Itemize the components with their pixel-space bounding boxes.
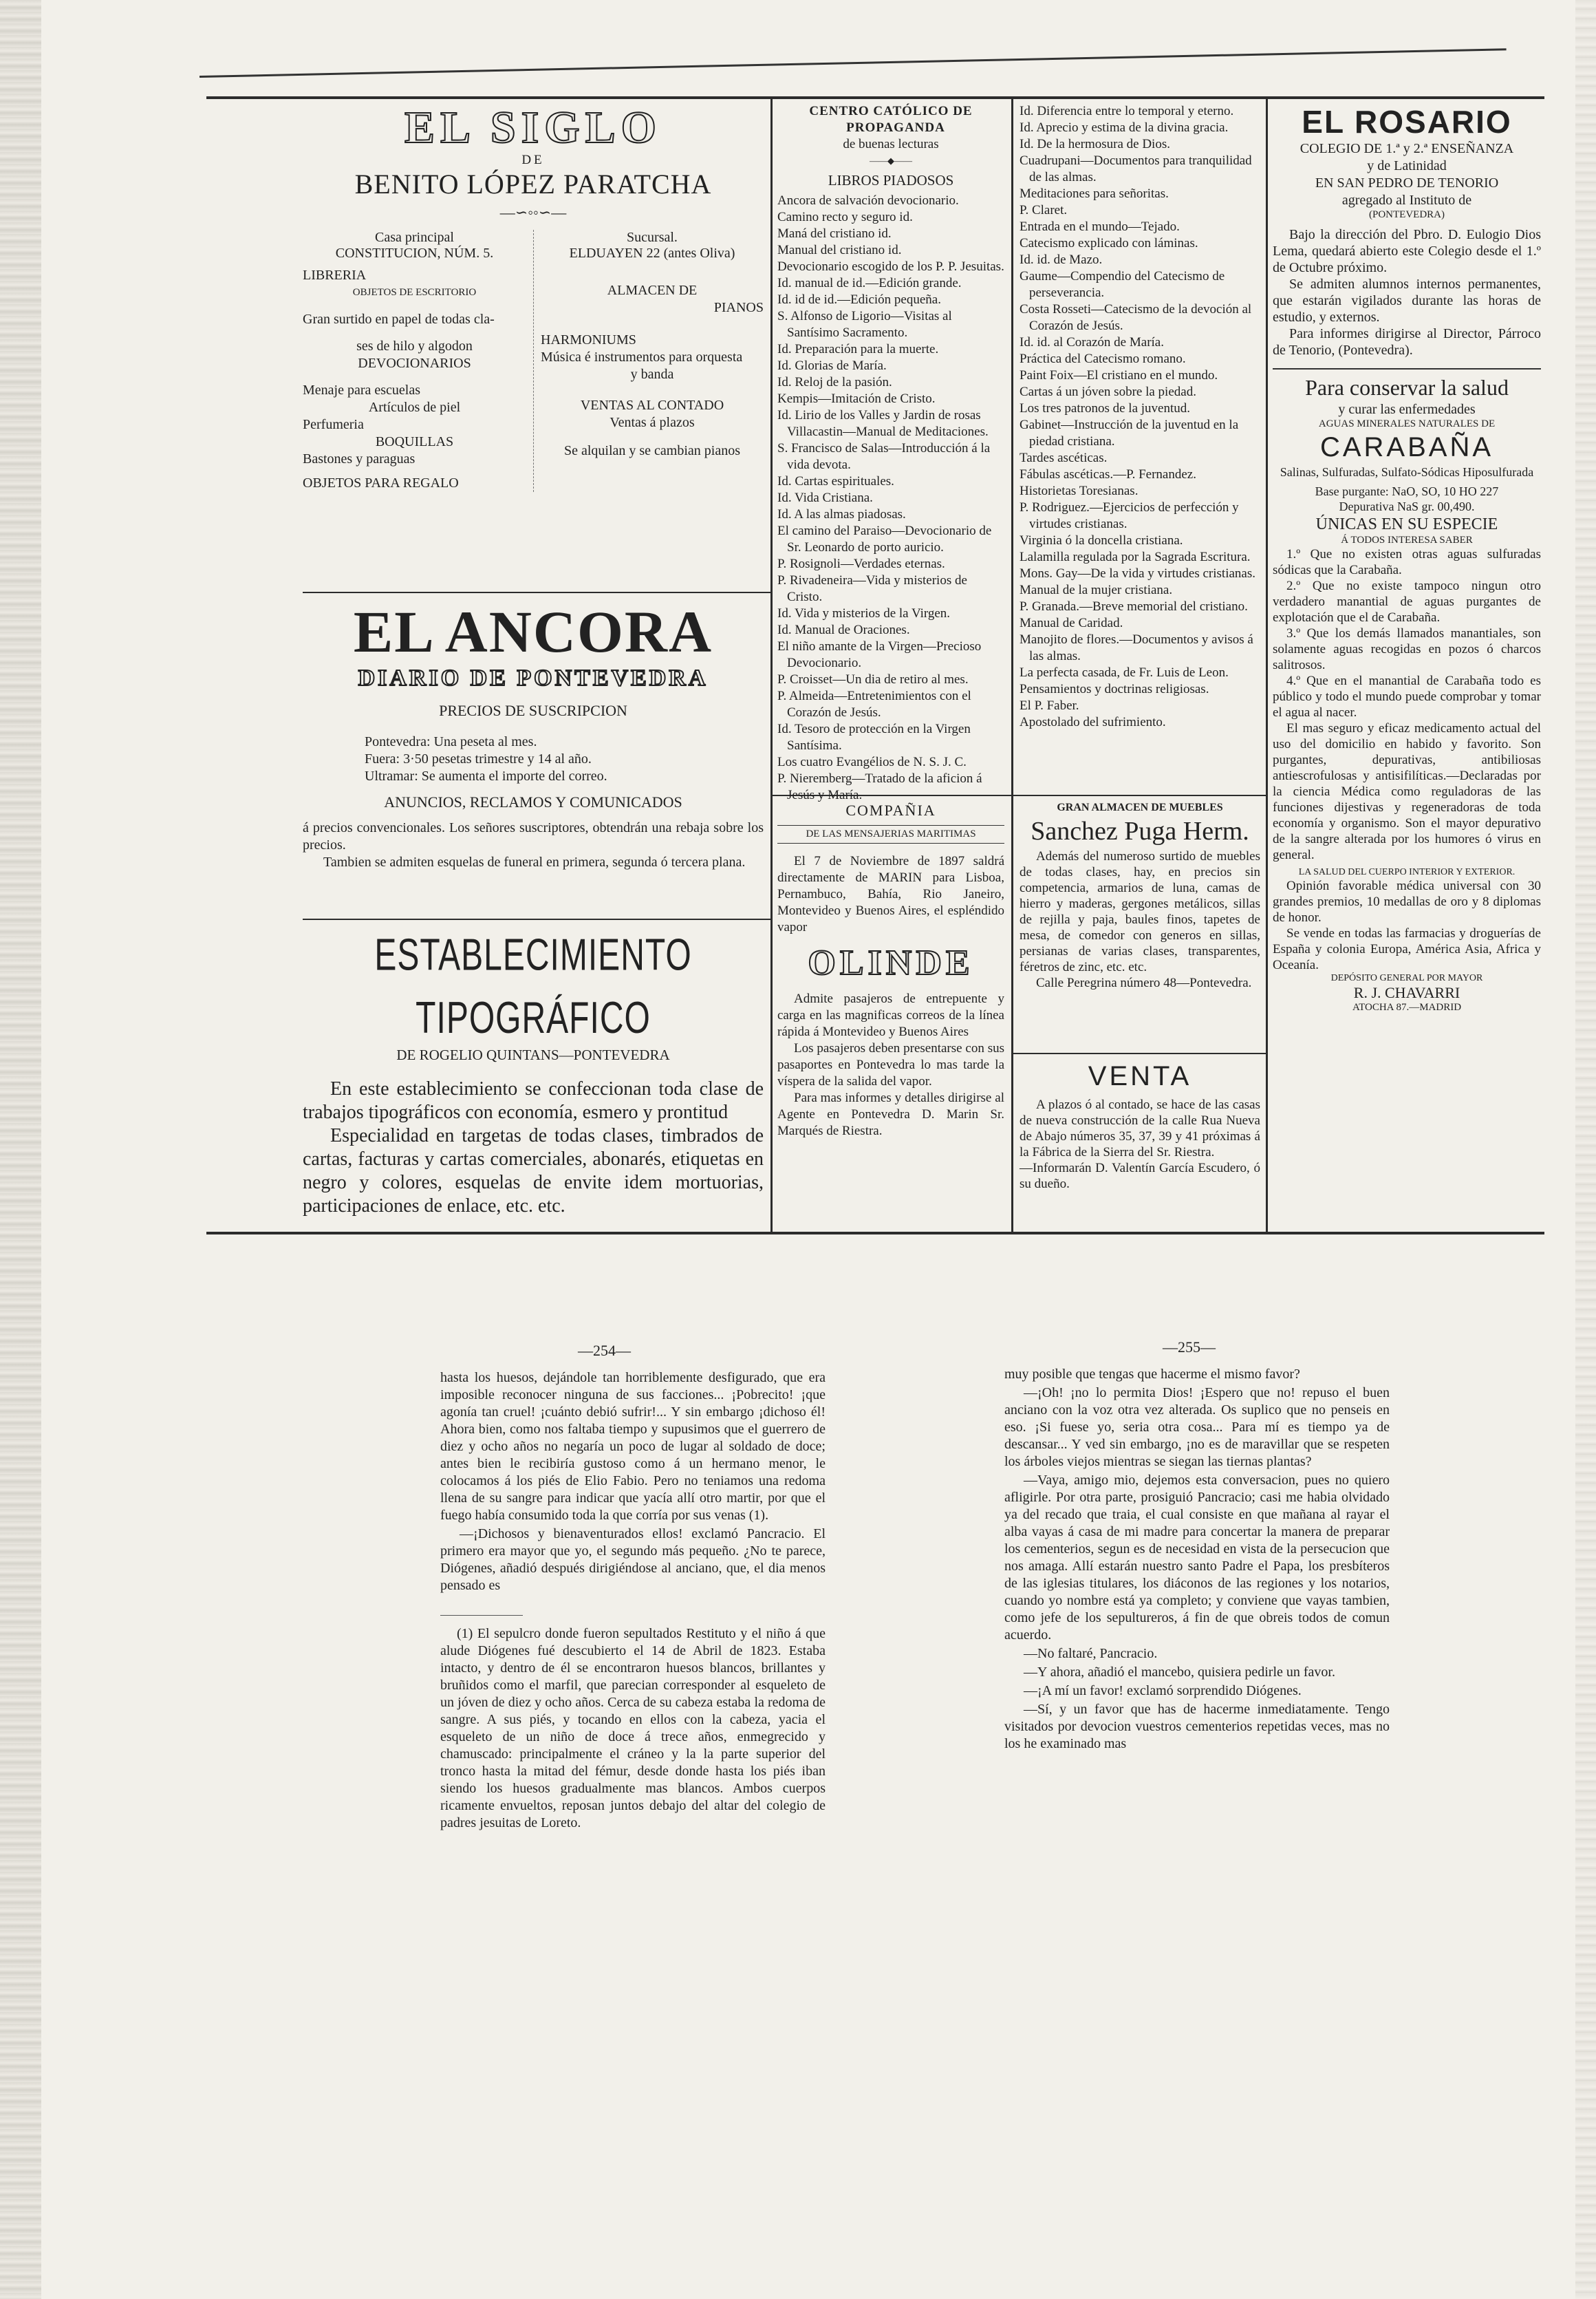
book-item: P. Rodriguez.—Ejercicios de perfección y virtudes cristianas. xyxy=(1020,500,1239,531)
siglo-left-item: Menaje para escuelas xyxy=(303,383,421,398)
salud-p5: El mas seguro y eficaz medicamento actual del uso del domicilio en habido y favorito. Son purgantes, depurativas, antibiliosas antiescrofulosas y antisifilíticas.—Declaradas por la ciencia Médica como reguladoras de las funciones dijestivas y regeneradoras de toda economía y organismo. Son el mayor depurativo de la sangre alterada por los humores ó virus en general. xyxy=(1273,721,1541,862)
book-item: Manual del cristiano id. xyxy=(777,243,902,257)
siglo-ad xyxy=(303,103,764,588)
rosario-text3: Para informes dirigirse al Director, Párroco de Tenorio, (Pontevedra). xyxy=(1273,326,1541,358)
siglo-owner: BENITO LÓPEZ PARATCHA xyxy=(354,169,712,200)
compania-ad xyxy=(777,802,1004,1228)
siglo-right-item: PIANOS xyxy=(713,300,764,315)
rosario-text: Bajo la dirección del Pbro. D. Eulogio Dios Lema, quedará abierto este Colegio desde el 1.º de Octubre próximo. xyxy=(1273,227,1541,275)
book-item: Apostolado del sufrimiento. xyxy=(1020,715,1166,729)
ancora-precios: PRECIOS DE SUSCRIPCION xyxy=(439,702,627,719)
pen-stroke xyxy=(200,48,1507,78)
siglo-left-head: Casa principal xyxy=(375,230,454,245)
ad-sheet xyxy=(200,48,1548,1245)
ancora-anuncios-text: á precios convencionales. Los señores suscriptores, obtendrán una rebaja sobre los precios. xyxy=(303,820,764,853)
ancora-price-line: Fuera: 3·50 pesetas trimestre y 14 al año. xyxy=(365,751,592,767)
book-item: Id. A las almas piadosas. xyxy=(777,507,906,522)
book-item: Costa Rosseti—Catecismo de la devoción al Corazón de Jesús. xyxy=(1020,302,1252,333)
book-para: —¡Dichosos y bienaventurados ellos! exclamó Pancracio. El primero era mayor que yo, el segundo más pequeño. ¿No te parece, Diógenes, añadió después dirigiéndose al anciano, que, el dia menos pensado es xyxy=(440,1526,826,1593)
tipo-p2: Especialidad en targetas de todas clases, timbrados de cartas, facturas y cartas comerciales, abonarés, etiquetas en negro y colores, esquelas de envite idem mortuorias, participaciones de enlace, etc. etc. xyxy=(303,1125,764,1217)
book-item: P. Rivadeneira—Vida y misterios de Cristo. xyxy=(777,573,967,604)
siglo-left-item: OBJETOS DE ESCRITORIO xyxy=(352,287,477,298)
book-item: Maná del cristiano id. xyxy=(777,226,892,241)
book-item: Mons. Gay—De la vida y virtudes cristianas. xyxy=(1020,566,1255,581)
book-para: hasta los huesos, dejándole tan horriblemente desfigurado, que era imposible reconocer ninguna de sus facciones... ¡Pobrecito! ¡que agonía tan cruel! ¡cuánto debió sufrir!... Y sin embargo ¡dichoso él! Ahora bien, como nos faltaba tiempo y supusimos que el guerrero de diez y ocho años no negaría un poco de lugar al soldado de doce; antes bien le recibiría gustoso como á un hermano menor, le colocamos á los piés de Elio Fabio. Pero no teniamos una redoma llena de su sangre para indicar que yacía allí otro martir, por que el fuego había consumido toda la que corría por sus venas (1). xyxy=(440,1370,826,1523)
rosario-line: agregado al Instituto de xyxy=(1341,193,1472,208)
siglo-masthead: EL SIGLO xyxy=(405,103,662,153)
centro-head: CENTRO CATÓLICO DE PROPAGANDA xyxy=(809,104,973,135)
muebles-head: GRAN ALMACEN DE MUEBLES xyxy=(1057,802,1223,813)
book-item: Catecismo explicado con láminas. xyxy=(1020,236,1198,250)
book-item: Id. Vida Cristiana. xyxy=(777,491,873,505)
book-right-page xyxy=(1004,1366,1390,1958)
book-item: Id. id. de Mazo. xyxy=(1020,253,1103,267)
siglo-right-item: HARMONIUMS xyxy=(541,332,636,347)
rule-siglo-ancora xyxy=(303,592,770,593)
ancora-ad xyxy=(303,599,764,915)
tipo-owner: DE ROGELIO QUINTANS—PONTEVEDRA xyxy=(396,1047,670,1063)
muebles-text: Además del numeroso surtido de muebles de todas clases, hay, en precios sin competencia, armarios de luna, camas de hierro y maderas, gergones metálicos, sillas de rejilla y paja, baules finos, tapetes de mesa, de comedor con generos en sillas, persianas de varias clases, transparentes, féretros de zinc, etc. etc. xyxy=(1020,849,1260,974)
siglo-left-item: BOQUILLAS xyxy=(375,434,454,449)
compania-p2: Admite pasajeros de entrepuente y carga en las magnificas correos de la línea rápida á Montevideo y Buenos Aires xyxy=(777,992,1004,1039)
centro-sub: de buenas lecturas xyxy=(843,137,939,151)
salud-p8: Se vende en todas las farmacias y droguerías de España y colonia Europa, América Asia, Africa y Oceanía. xyxy=(1273,926,1541,972)
rule-muebles-venta xyxy=(1013,1053,1266,1054)
rosario-name: EL ROSARIO xyxy=(1302,104,1512,140)
book-item: S. Alfonso de Ligorio—Visitas al Santísimo Sacramento. xyxy=(777,309,952,340)
book-item: El camino del Paraiso—Devocionario de Sr. Leonardo de porto auricio. xyxy=(777,524,992,555)
siglo-left-item: Gran surtido en papel de todas cla- xyxy=(303,312,495,327)
book-item: Id. Cartas espirituales. xyxy=(777,474,894,489)
siglo-right-item: ALMACEN DE xyxy=(607,283,698,298)
compania-p1: El 7 de Noviembre de 1897 saldrá directamente de MARIN para Lisboa, Pernambuco, Bahía, Rio Janeiro, Montevideo y Buenos Aires, el espléndido vapor xyxy=(777,854,1004,934)
siglo-left-item: ses de hilo y algodon xyxy=(356,339,473,354)
book-item: Manual de la mujer cristiana. xyxy=(1020,583,1173,597)
ancora-price-line: Ultramar: Se aumenta el importe del correo. xyxy=(365,769,607,784)
siglo-left-addr: CONSTITUCION, NÚM. 5. xyxy=(335,246,494,261)
rosario-ad xyxy=(1273,103,1541,1228)
salud-todos: Á TODOS INTERESA SABER xyxy=(1341,535,1473,546)
book-item: Id. Tesoro de protección en la Virgen Santísima. xyxy=(777,722,971,753)
salud-base: Base purgante: NaO, SO, 10 HO 227 xyxy=(1315,484,1499,498)
ancora-masthead: EL ANCORA xyxy=(353,599,713,665)
book-left-page xyxy=(440,1369,826,2113)
right-folio: —255— xyxy=(1163,1338,1216,1356)
book-para: —¡Oh! ¡no lo permita Dios! ¡Espero que no! repuso el buen anciano con la voz otra vez alterada. Os suplico que no penseis en eso. ¡Si fuese yo, seria otra cosa... Para mí es tiempo ya de descansar... Y ved sin embargo, ¡no es de maravillar que se respeten los árboles viejos mientras se siegan las tiernas plantas? xyxy=(1004,1385,1390,1469)
book-item: Id. Vida y misterios de la Virgen. xyxy=(777,606,951,621)
book-item: Tardes ascéticas. xyxy=(1020,451,1108,465)
book-item: Los cuatro Evangélios de N. S. J. C. xyxy=(777,755,967,769)
siglo-right-item: Música é instrumentos para orquesta xyxy=(541,350,743,365)
siglo-right-addr: ELDUAYEN 22 (antes Oliva) xyxy=(569,246,735,261)
rosario-line: COLEGIO DE 1.ª y 2.ª ENSEÑANZA xyxy=(1300,141,1514,156)
book-para: —No faltaré, Pancracio. xyxy=(1024,1646,1158,1661)
centro-ad-cont xyxy=(1020,103,1260,791)
book-item: La perfecta casada, de Fr. Luis de Leon. xyxy=(1020,665,1229,680)
book-item: Id. manual de id.—Edición grande. xyxy=(777,276,962,290)
siglo-right-head: Sucursal. xyxy=(627,230,678,245)
bottom-rule xyxy=(206,1232,1544,1234)
book-para: —Y ahora, añadió el mancebo, quisiera pedirle un favor. xyxy=(1024,1665,1335,1680)
book-item: Cartas á un jóven sobre la piedad. xyxy=(1020,385,1196,399)
book-item: Id. Manual de Oraciones. xyxy=(777,623,910,637)
salud-p3: 3.º Que los demás llamados manantiales, son solamente aguas recogidas en pozos ó charcos salitrosos. xyxy=(1273,626,1541,672)
compania-ship: OLINDE xyxy=(808,943,974,983)
book-item: Kempis—Imitación de Cristo. xyxy=(777,392,936,406)
rosario-line: EN SAN PEDRO DE TENORIO xyxy=(1315,175,1499,191)
ornament-icon: —∽◦◦∽— xyxy=(499,204,567,221)
col-rule-3 xyxy=(1266,96,1268,1233)
ancora-esquelas: Tambien se admiten esquelas de funeral en primera, segunda ó tercera plana. xyxy=(323,855,746,870)
book-footnote: (1) El sepulcro donde fueron sepultados Restituto y el niño á que alude Diógenes fué descubierto el 14 de Abril de 1823. Estaba intacto, y dentro de él se encontraron huesos blancos, brillantes y bruñidos como el marfil, que parecian corresponder al esqueleto de un jóven de diez y ocho años. Cerca de su cabeza estaba la redoma de sangre. A sus piés, y tocando en ellos con la cabeza, yacia el esqueleto de un niño de doce á trece años, enmegrecido y chamuscado: principalmente el cráneo y la la parte superior del tronco hasta la mitad del fémur, desde donde hasta los piés iban siendo los huesos gradualmente mas blancos. Ambos cuerpos ricamente envueltos, reposan juntos debajo del altar del colegio de padres jesuitas de Loreto. xyxy=(440,1626,826,1830)
book-item: Id. Glorias de María. xyxy=(777,359,887,373)
book-item: S. Francisco de Salas—Introducción á la vida devota. xyxy=(777,441,991,472)
book-item: Pensamientos y doctrinas religiosas. xyxy=(1020,682,1209,696)
tipo-p1: En este establecimiento se confeccionan toda clase de trabajos tipográficos con economía, esmero y prontitud xyxy=(303,1078,764,1123)
book-item: Gabinet—Instrucción de la juventud en la piedad cristiana. xyxy=(1020,418,1239,449)
book-item: P. Almeida—Entretenimientos con el Corazón de Jesús. xyxy=(777,689,971,720)
salud-sub: y curar las enfermedades xyxy=(1338,402,1476,417)
book-item: Manojito de flores.—Documentos y avisos á las almas. xyxy=(1020,632,1253,663)
siglo-right-col xyxy=(533,230,764,492)
venta-text: A plazos ó al contado, se hace de las casas de nueva construcción de la calle Rua Nueva de Abajo números 35, 37, 39 y 41 próximas á la Fábrica de la Sierra del Sr. Riestra. xyxy=(1020,1098,1260,1159)
compania-p3: Los pasajeros deben presentarse con sus pasaportes en Pontevedra lo mas tarde la víspera de la salida del vapor. xyxy=(777,1041,1004,1089)
rosario-line: y de Latinidad xyxy=(1367,158,1447,173)
salud-head: Para conservar la salud xyxy=(1305,375,1509,400)
salud-agent: R. J. CHAVARRI xyxy=(1353,984,1460,1001)
book-item: Camino recto y seguro id. xyxy=(777,210,913,224)
book-item: P. Granada.—Breve memorial del cristiano. xyxy=(1020,599,1248,614)
salud-dep-gen: DEPÓSITO GENERAL POR MAYOR xyxy=(1330,973,1483,983)
book-item: El niño amante de la Virgen—Precioso Devocionario. xyxy=(777,639,982,670)
centro-ad: CENTRO CATÓLICO DE PROPAGANDA de buenas lecturas ——◆—— LIBROS PIADOSOS Ancora de salvación devocionario. Camino recto y seguro id. Maná del cristiano id. Manual del cristiano id. Devocionario escogido de los P. P. Jesuitas. Id. manual de id.—Edición grande. Id. id de id.—Edición pequeña. S. Alfonso de Ligorio—Visitas al Santísimo Sacramento. Id. Preparación para la muerte. Id. Glorias de María. Id. Reloj de la pasión. Kempis—Imitación de Cristo. Id. Lirio de los Valles y Jardin de rosas Villacastin—Manual de Meditaciones. S. Francisco de Salas—Introducción á la vida devota. Id. Cartas espirituales. Id. Vida Cristiana. Id. A las almas piadosas. El camino del Paraiso—Devocionario de Sr. Leonardo de porto auricio. P. Rosignoli—Verdades eternas. P. Rivadeneira—Vida y misterios de Cristo. Id. Vida y misterios de la Virgen. Id. Manual de Oraciones. El niño amante de la Virgen—Precioso Devocionario. P. Croisset—Un dia de retiro al mes. P. Almeida—Entretenimientos con el Corazón de Jesús. Id. Tesoro de protección en la Virgen Santísima. Los cuatro Evangélios de N. S. J. C. P. Nieremberg—Tratado de la aficion á Jesús y María. xyxy=(777,104,1004,802)
ancora-anuncios: ANUNCIOS, RECLAMOS Y COMUNICADOS xyxy=(384,793,682,811)
salud-aguas: AGUAS MINERALES NATURALES DE xyxy=(1318,418,1496,429)
book-item: Meditaciones para señoritas. xyxy=(1020,186,1169,201)
book-item: Id. Preparación para la muerte. xyxy=(777,342,939,356)
book-item: P. Nieremberg—Tratado de la aficion á Jesús y María. xyxy=(777,771,982,802)
siglo-right-item: y banda xyxy=(630,367,674,382)
book-item: Historietas Toresianas. xyxy=(1020,484,1139,498)
salud-name: CARABAÑA xyxy=(1319,432,1494,462)
book-item: Práctica del Catecismo romano. xyxy=(1020,352,1186,366)
salud-p6: LA SALUD DEL CUERPO INTERIOR Y EXTERIOR. xyxy=(1298,867,1516,877)
compania-p4: Para mas informes y detalles dirigirse al Agente en Pontevedra D. Marin Sr. Marqués de Riestra. xyxy=(777,1091,1004,1138)
book-para: —¡A mí un favor! exclamó sorprendido Diógenes. xyxy=(1024,1683,1302,1698)
siglo-left-item: Perfumeria xyxy=(303,417,364,432)
venta-head: VENTA xyxy=(1088,1061,1192,1091)
salud-p7: Opinión favorable médica universal con 30 grandes premios, 10 medallas de oro y 8 diplomas de honor. xyxy=(1273,879,1541,925)
book-item: Fábulas ascéticas.—P. Fernandez. xyxy=(1020,467,1196,482)
muebles-addr: Calle Peregrina número 48—Pontevedra. xyxy=(1036,976,1252,990)
tipo-title: ESTABLECIMIENTO TIPOGRÁFICO xyxy=(374,930,692,1043)
col-rule-2 xyxy=(1011,96,1013,1233)
book-item: Cuadrupani—Documentos para tranquilidad de las almas. xyxy=(1020,153,1252,184)
col-rule-1 xyxy=(770,96,773,1233)
muebles-name: Sanchez Puga Herm. xyxy=(1031,817,1249,846)
book-item: Id. id. al Corazón de María. xyxy=(1020,335,1164,350)
salud-unicas: ÚNICAS EN SU ESPECIE xyxy=(1315,515,1498,533)
top-rule xyxy=(206,96,1544,99)
siglo-left-item: Bastones y paraguas xyxy=(303,451,416,467)
book-para: muy posible que tengas que hacerme el mismo favor? xyxy=(1004,1367,1300,1382)
book-item: Entrada en el mundo—Tejado. xyxy=(1020,220,1180,234)
compania-sub: DE LAS MENSAJERIAS MARITIMAS xyxy=(777,825,1004,844)
rosario-text2: Se admiten alumnos internos permanentes, que estarán vigilados durante las horas de estudio, y externos. xyxy=(1273,277,1541,325)
muebles-ad xyxy=(1020,802,1260,1049)
book-item: Lalamilla regulada por la Sagrada Escritura. xyxy=(1020,550,1251,564)
left-folio: —254— xyxy=(578,1342,631,1359)
book-item: Gaume—Compendio del Catecismo de perseverancia. xyxy=(1020,269,1225,300)
salud-tipo: Salinas, Sulfuradas, Sulfato-Sódicas Hiposulfurada xyxy=(1280,465,1534,479)
book-item: Id. Aprecio y estima de la divina gracia. xyxy=(1020,120,1229,135)
ancora-price-line: Pontevedra: Una peseta al mes. xyxy=(365,734,537,749)
book-item: Id. Diferencia entre lo temporal y eterno. xyxy=(1020,104,1234,118)
book-para: —Vaya, amigo mio, dejemos esta conversacion, pues no quiero afligirle. Por otra parte, prosiguió Pancracio; casi me habia olvidado ya del recado que traia, el cual consiste en que mañana al rayar el alba vayas á casa de mi madre para concertar la manera de preparar los cementerios, segun es de necesidad en vista de la persecucion que nos amaga. Allí estarán nuestro santo Padre el Papa, los presbíteros de las iglesias titulares, los diáconos de las regiones y los notarios, cuando yo nombre está ya completo; y conviene que vayas tambien, como jefe de los sepultureros, á fin de que obreis todos de comun acuerdo. xyxy=(1004,1473,1390,1643)
book-item: Virginia ó la doncella cristiana. xyxy=(1020,533,1183,548)
venta-ad xyxy=(1020,1060,1260,1228)
siglo-right-item: Ventas á plazos xyxy=(610,415,695,430)
book-item: Devocionario escogido de los P. P. Jesuitas. xyxy=(777,259,1004,274)
book-item: El P. Faber. xyxy=(1020,698,1079,713)
salud-p1: 1.º Que no existen otras aguas sulfuradas sódicas que la Carabaña. xyxy=(1273,547,1541,577)
book-item: Id. id de id.—Edición pequeña. xyxy=(777,292,941,307)
centro-libros: LIBROS PIADOSOS xyxy=(828,172,954,189)
rosario-line: (PONTEVEDRA) xyxy=(1369,209,1445,220)
book-item: Id. De la hermosura de Dios. xyxy=(1020,137,1170,151)
salud-dep: Depurativa NaS gr. 00,490. xyxy=(1339,500,1475,513)
siglo-left-col xyxy=(303,230,533,492)
book-item: P. Croisset—Un dia de retiro al mes. xyxy=(777,672,969,687)
compania-head: COMPAÑIA xyxy=(845,802,936,819)
siglo-left-item: LIBRERIA xyxy=(303,268,367,283)
tipografico-ad xyxy=(303,926,764,1228)
book-para: —Sí, y un favor que has de hacerme inmediatamente. Tengo visitados por devocion vuestros cementerios repetidas veces, mas no los he examinado mas xyxy=(1004,1702,1390,1751)
venta-info: —Informarán D. Valentín García Escudero, ó su dueño. xyxy=(1020,1161,1260,1191)
siglo-left-item: OBJETOS PARA REGALO xyxy=(303,475,459,491)
book-item: Paint Foix—El cristiano en el mundo. xyxy=(1020,368,1218,383)
book-item: Id. Reloj de la pasión. xyxy=(777,375,892,389)
rule-ancora-tipo xyxy=(303,919,770,920)
salud-addr: ATOCHA 87.—MADRID xyxy=(1352,1002,1462,1013)
book-item: P. Claret. xyxy=(1020,203,1068,217)
siglo-right-item: VENTAS AL CONTADO xyxy=(580,398,724,413)
scan-edge-right xyxy=(1575,0,1596,2299)
siglo-right-item: Se alquilan y se cambian pianos xyxy=(563,443,741,458)
book-item: Los tres patronos de la juventud. xyxy=(1020,401,1191,416)
book-item: P. Rosignoli—Verdades eternas. xyxy=(777,557,945,571)
ancora-subtitle: DIARIO DE PONTEVEDRA xyxy=(358,665,709,691)
salud-p2: 2.º Que no existe tampoco ningun otro verdadero manantial de aguas purgantes de explotación que el de Carabaña. xyxy=(1273,579,1541,625)
siglo-left-item: DEVOCIONARIOS xyxy=(358,356,471,371)
siglo-left-item: Artículos de piel xyxy=(368,400,461,415)
scan-edge-left xyxy=(0,0,41,2299)
salud-p4: 4.º Que en el manantial de Carabaña todo es público y todo el mundo puede comprobar y tomar el agua al nacer. xyxy=(1273,674,1541,720)
siglo-de: DE xyxy=(521,153,545,167)
book-item: Id. Lirio de los Valles y Jardin de rosas Villacastin—Manual de Meditaciones. xyxy=(777,408,989,439)
book-item: Ancora de salvación devocionario. xyxy=(777,193,959,208)
book-item: Manual de Caridad. xyxy=(1020,616,1123,630)
